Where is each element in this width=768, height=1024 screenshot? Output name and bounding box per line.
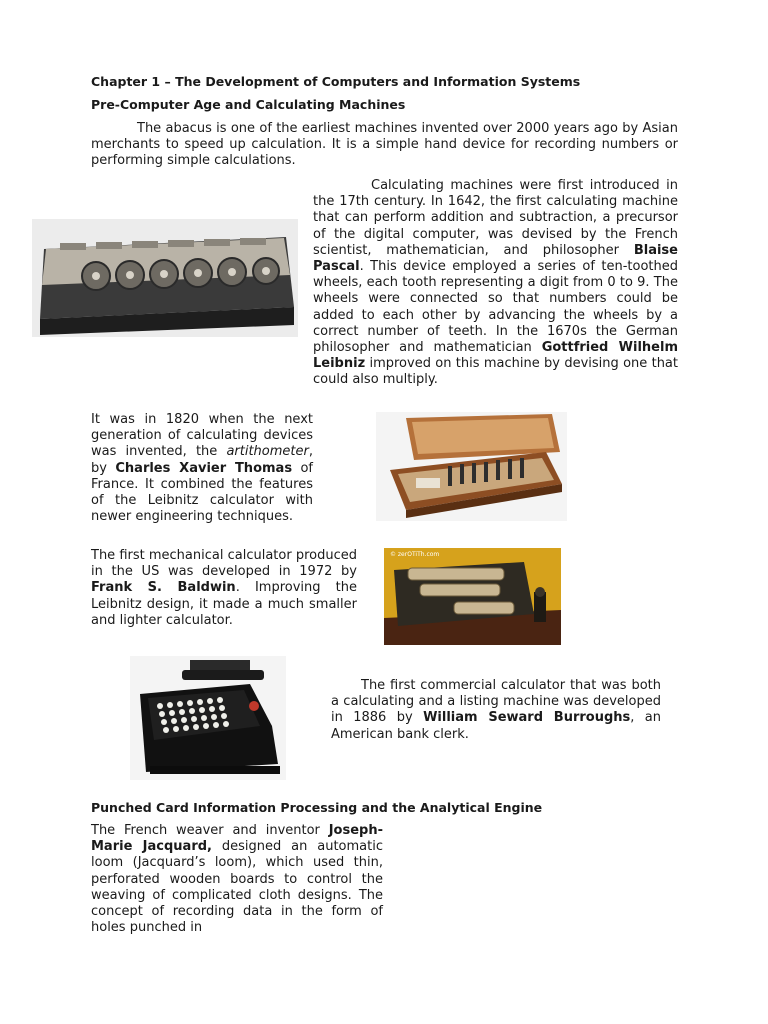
section-title-punched-card: Punched Card Information Processing and the Analytical Engine — [91, 800, 543, 815]
paragraph-baldwin: The first mechanical calculator produced in the US was developed in 1972 by Frank S. Baldwin. Improving the Leibnitz design, it made a much smaller and lighter calculator. — [91, 548, 358, 628]
arithmometer-photo — [376, 412, 567, 521]
paragraph-abacus: The abacus is one of the earliest machines invented over 2000 years ago by Asian merchants to speed up calculation. It is a simple hand device for recording numbers or performing simple calculations. — [91, 121, 678, 169]
paragraph-thomas: It was in 1820 when the next generation of calculating devices was invented, the artithometer, by Charles Xavier Thomas of France. It combined the features of the Leibnitz calculator with newer engineering techniques. — [91, 412, 314, 525]
baldwin-calculator-photo — [384, 548, 561, 645]
burroughs-machine-photo — [130, 656, 286, 780]
paragraph-burroughs: The first commercial calculator that was both a calculating and a listing machine was developed in 1886 by William Seward Burroughs, an American bank clerk. — [331, 678, 661, 742]
paragraph-pascal: Calculating machines were first introduced in the 17th century. In 1642, the first calculating machine that can perform addition and subtraction, a precursor of the digital computer, was devised by the French scientist, mathematician, and philosopher Blaise Pascal. This device employed a series of ten-toothed wheels, each tooth representing a digit from 0 to 9. The wheels were connected so that numbers could be added to each other by advancing the wheels by a correct number of teeth. In the 1670s the German philosopher and mathematician Gottfried Wilhelm Leibniz improved on this machine by devising one that could also multiply. — [313, 178, 678, 388]
section-title-pre-computer: Pre-Computer Age and Calculating Machines — [91, 97, 406, 112]
paragraph-jacquard: The French weaver and inventor Joseph-Marie Jacquard, designed an automatic loom (Jacquard’s loom), which used thin, perforated wooden boards to control the weaving of complicated cloth designs. The concept of recording data in the form of holes punched in — [91, 823, 383, 936]
pascaline-photo — [32, 219, 298, 337]
watermark-text: © zerOTiTh.com — [390, 551, 440, 558]
chapter-title: Chapter 1 – The Development of Computers and Information Systems — [91, 74, 581, 89]
